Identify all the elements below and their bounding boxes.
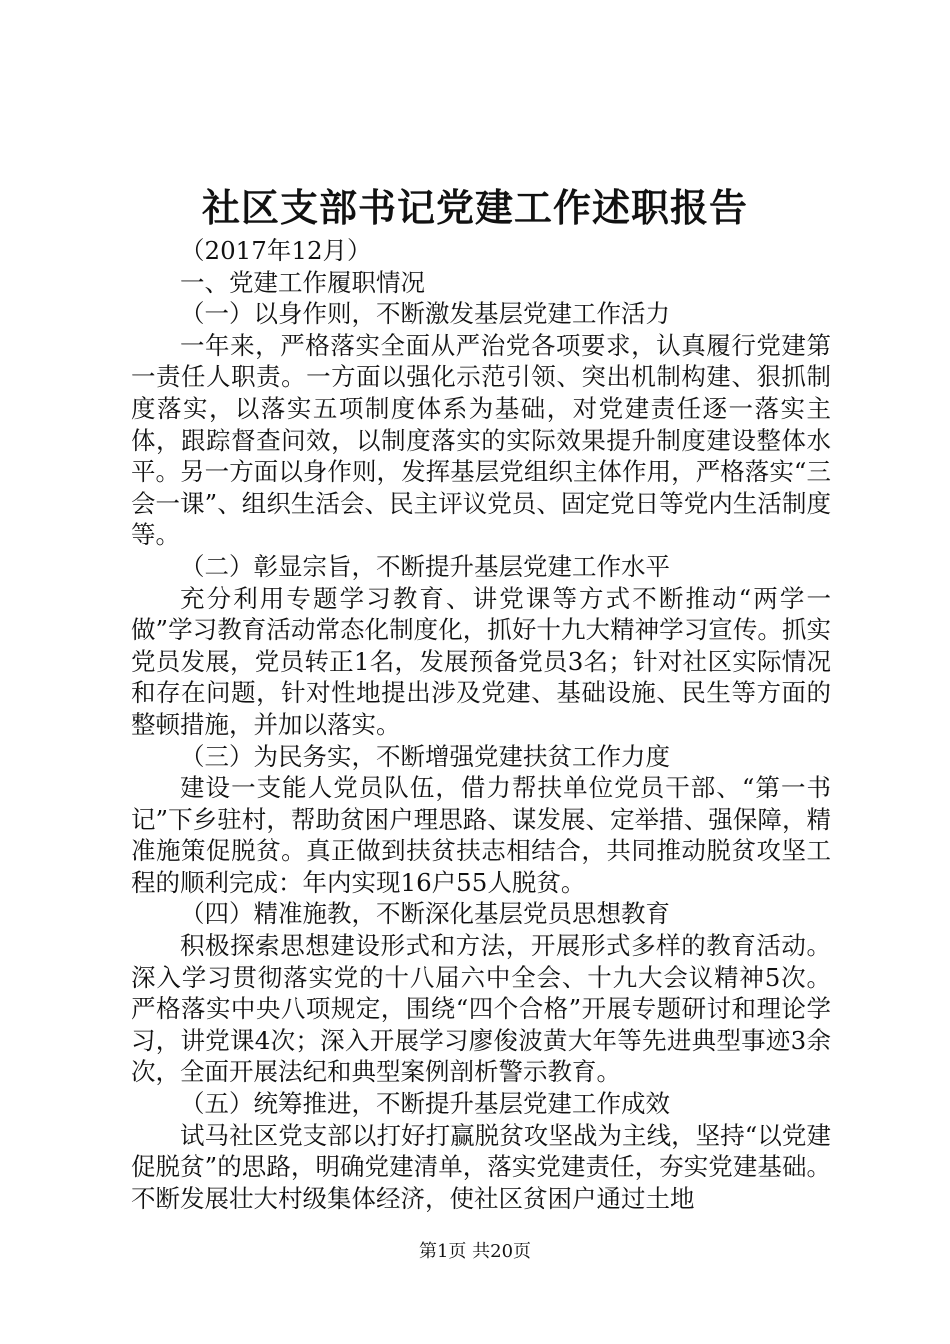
report-date: （2017年12月） [180, 236, 372, 265]
subsection-heading: （一）以身作则，不断激发基层党建工作活力 [180, 299, 670, 329]
document-title: 社区支部书记党建工作述职报告 [201, 185, 748, 230]
document-body [131, 235, 831, 1214]
paragraph: 充分利用专题学习教育、讲党课等方式不断推动“两学一做”学习教育活动常态化制度化，抓好十九大精神学习宣传。抓实党员发展，党员转正1名，发展预备党员3名；针对社区实际情况和存在问题，针对性地提出涉及党建、基础设施、民生等方面的整顿措施，并加以落实。 [131, 583, 831, 739]
page-number-footer: 第1页 共20页 [418, 1241, 532, 1262]
subsection-heading: （三）为民务实，不断增强党建扶贫工作力度 [180, 741, 670, 771]
paragraph: 一年来，严格落实全面从严治党各项要求，认真履行党建第一责任人职责。一方面以强化示范引领、突出机制构建、狠抓制度落实，以落实五项制度体系为基础，对党建责任逐一落实主体，跟踪督查问效，以制度落实的实际效果提升制度建设整体水平。另一方面以身作则，发挥基层党组织主体作用，严格落实“三会一课”、组织生活会、民主评议党员、固定党日等党内生活制度等。 [131, 330, 831, 550]
paragraph: 试马社区党支部以打好打赢脱贫攻坚战为主线，坚持“以党建促脱贫”的思路，明确党建清单，落实党建责任，夯实党建基础。不断发展壮大村级集体经济，使社区贫困户通过土地 [131, 1120, 831, 1213]
paragraph: 积极探索思想建设形式和方法，开展形式多样的教育活动。深入学习贯彻落实党的十八届六中全会、十九大会议精神5次。严格落实中央八项规定，围绕“四个合格”开展专题研讨和理论学习，讲党课4次；深入开展学习廖俊波黄大年等先进典型事迹3余次，全面开展法纪和典型案例剖析警示教育。 [131, 931, 831, 1087]
section-heading: 一、党建工作履职情况 [180, 267, 425, 297]
subsection-heading: （四）精准施教，不断深化基层党员思想教育 [180, 899, 670, 929]
subsection-heading: （二）彰显宗旨，不断提升基层党建工作水平 [180, 551, 670, 581]
paragraph: 建设一支能人党员队伍，借力帮扶单位党员干部、“第一书记”下乡驻村，帮助贫困户理思路、谋发展、定举措、强保障，精准施策促脱贫。真正做到扶贫扶志相结合，共同推动脱贫攻坚工程的顺利完成：年内实现16户55人脱贫。 [131, 773, 831, 897]
subsection-heading: （五）统筹推进，不断提升基层党建工作成效 [180, 1089, 670, 1119]
